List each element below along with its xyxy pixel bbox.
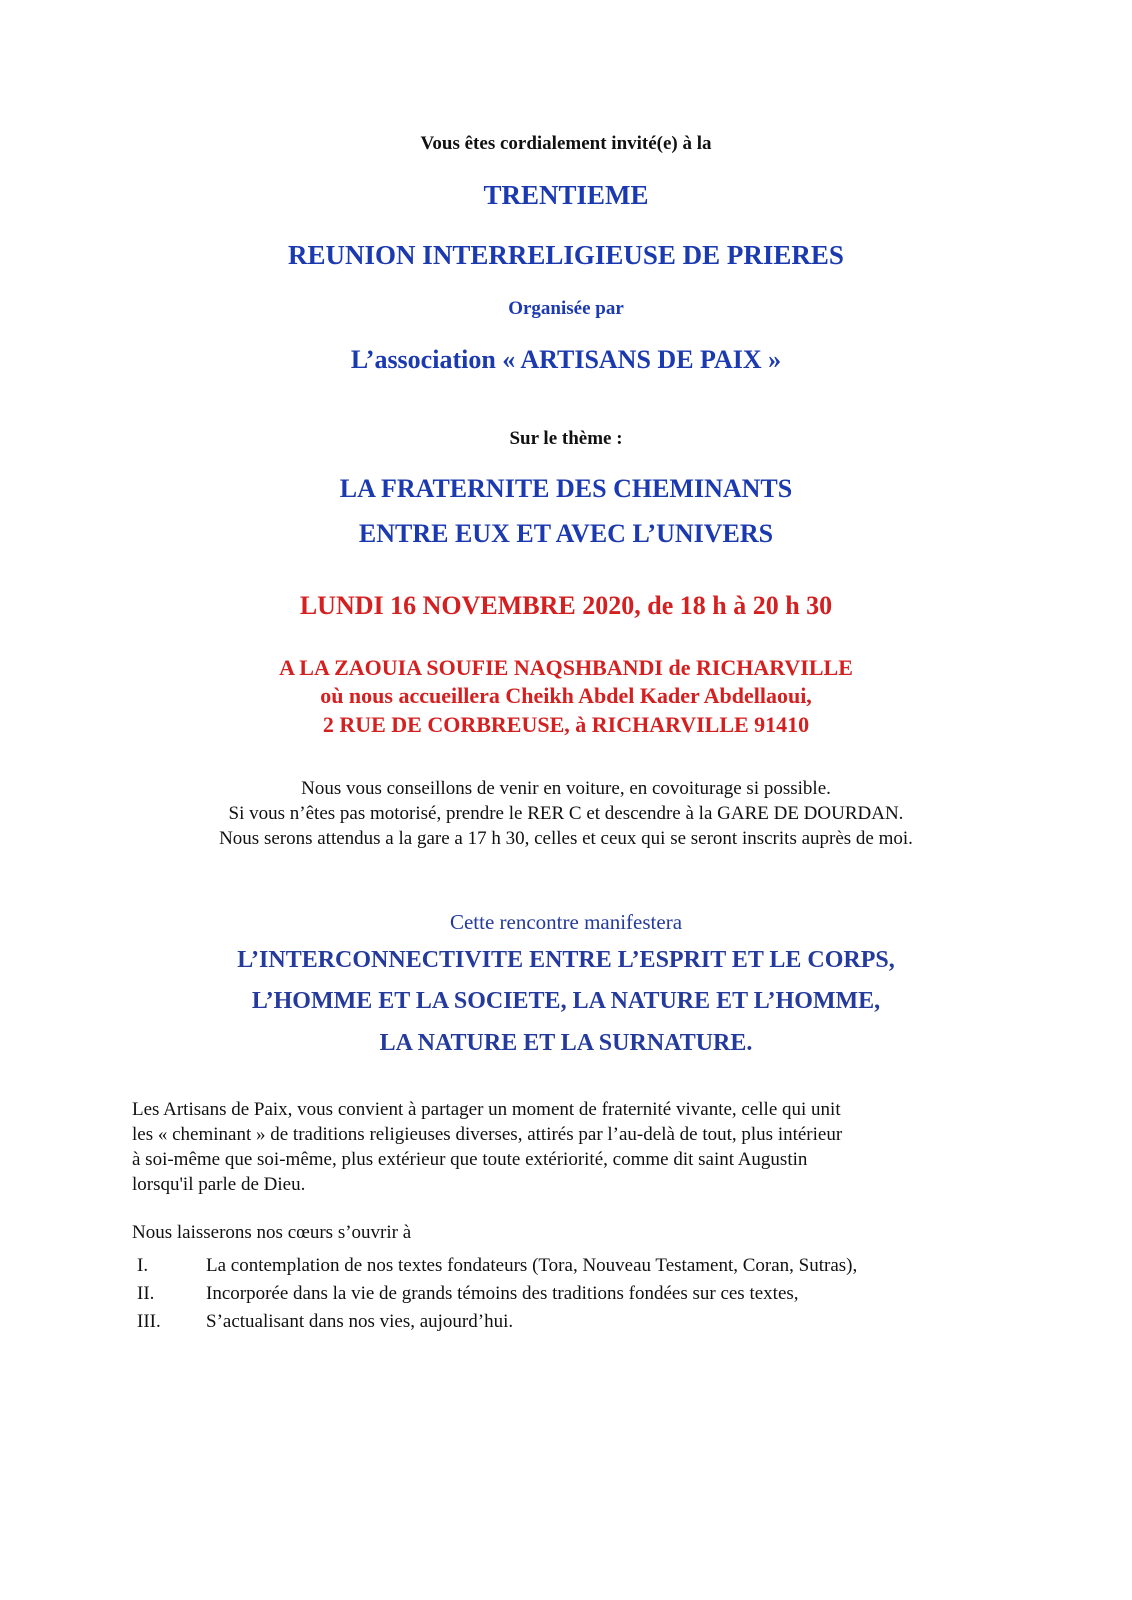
transport-line-1: Nous vous conseillons de venir en voiture, en covoiturage si possible. [301,778,831,799]
manifest-line-1: L’INTERCONNECTIVITE ENTRE L’ESPRIT ET LE CORPS, [237,947,895,973]
paragraph-line-4: lorsqu'il parle de Dieu. [132,1174,306,1195]
list-numeral: II. [137,1283,155,1304]
location-line-2: où nous accueillera Cheikh Abdel Kader Abdellaoui, [320,683,812,708]
organised-by-label: Organisée par [508,298,624,319]
paragraph-line-2: les « cheminant » de traditions religieuses diverses, attirés par l’au-delà de tout, plus intérieur [132,1124,843,1145]
list-numeral: I. [137,1255,149,1276]
transport-line-3: Nous serons attendus a la gare a 17 h 30, celles et ceux qui se seront inscrits auprès de moi. [219,828,913,849]
theme-label: Sur le thème : [509,428,623,449]
event-title: REUNION INTERRELIGIEUSE DE PRIERES [288,240,844,270]
description-paragraph [132,1097,992,1197]
list-intro: Nous laisserons nos cœurs s’ouvrir à [132,1222,412,1243]
theme-line-1: LA FRATERNITE DES CHEMINANTS [339,474,793,503]
theme-line-2: ENTRE EUX ET AVEC L’UNIVERS [358,519,774,548]
paragraph-line-1: Les Artisans de Paix, vous convient à partager un moment de fraternité vivante, celle qui unit [132,1099,841,1120]
list-item-text: S’actualisant dans nos vies, aujourd’hui. [206,1311,514,1332]
paragraph-line-3: à soi-même que soi-même, plus extérieur que toute extériorité, comme dit saint Augustin [132,1149,808,1170]
transport-line-2: Si vous n’êtes pas motorisé, prendre le RER C et descendre à la GARE DE DOURDAN. [228,803,904,824]
list-item-text: Incorporée dans la vie de grands témoins des traditions fondées sur ces textes, [206,1283,799,1304]
edition-title: TRENTIEME [483,180,649,210]
location-line-3: 2 RUE DE CORBREUSE, à RICHARVILLE 91410 [322,712,810,737]
association-name: L’association « ARTISANS DE PAIX » [350,345,782,374]
manifest-line-3: LA NATURE ET LA SURNATURE. [379,1030,753,1056]
invite-line: Vous êtes cordialement invité(e) à la [420,133,712,154]
manifest-intro: Cette rencontre manifestera [449,910,683,934]
event-date: LUNDI 16 NOVEMBRE 2020, de 18 h à 20 h 30 [299,591,833,620]
manifest-line-2: L’HOMME ET LA SOCIETE, LA NATURE ET L’HOMME, [251,988,881,1014]
list-numeral: III. [137,1311,161,1332]
list-item-text: La contemplation de nos textes fondateurs (Tora, Nouveau Testament, Coran, Sutras), [206,1255,858,1276]
location-line-1: A LA ZAOUIA SOUFIE NAQSHBANDI de RICHARVILLE [279,655,853,680]
